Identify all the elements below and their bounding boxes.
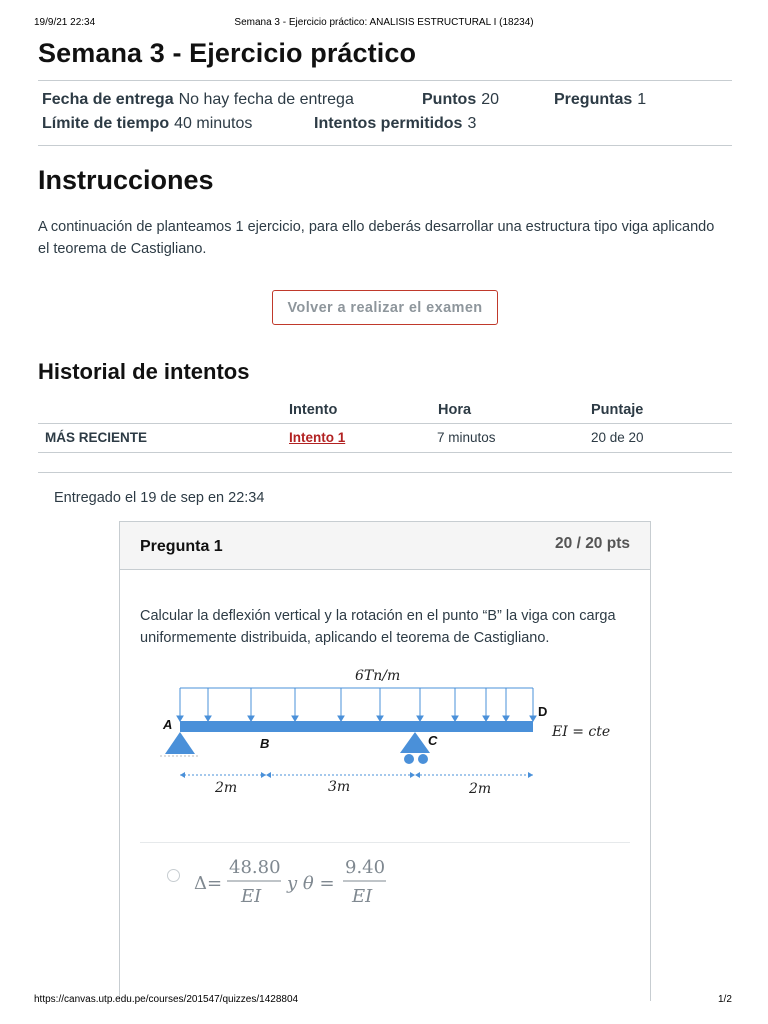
- meta-attempts: [314, 115, 476, 133]
- delta-numerator: 48.80: [229, 857, 281, 878]
- question-header: [120, 522, 650, 570]
- retake-quiz-button[interactable]: Volver a realizar el examen: [272, 290, 498, 325]
- delta-symbol: Δ=: [194, 873, 223, 894]
- meta-due-label: Fecha de entrega: [42, 91, 174, 108]
- instructions-text: A continuación de planteamos 1 ejercicio, para ello deberás desarrollar una estructura tipo viga aplicando el teorema de Castigliano.: [38, 219, 715, 257]
- point-a-label: A: [163, 717, 173, 732]
- span-label-2: 3m: [328, 779, 351, 795]
- point-d-label: D: [538, 704, 548, 719]
- question-text: Calcular la deflexión vertical y la rotación en el punto “B” la viga con carga uniformemente distribuida, aplicando el teorema de Castigliano.: [140, 608, 616, 646]
- history-col-time: Hora: [438, 402, 472, 418]
- roller-support-c: [400, 732, 430, 753]
- theta-numerator: 9.40: [345, 857, 386, 878]
- meta-attempts-label: Intentos permitidos: [314, 115, 463, 132]
- point-b-label: B: [260, 736, 270, 751]
- meta-attempts-value: 3: [467, 115, 477, 132]
- meta-questions: [554, 91, 646, 109]
- meta-points-value: 20: [481, 91, 500, 108]
- attempt-link[interactable]: Intento 1: [289, 430, 346, 445]
- meta-points: [422, 91, 499, 109]
- divider: [38, 145, 732, 146]
- history-row-time: 7 minutos: [437, 430, 496, 445]
- history-title: Historial de intentos: [38, 359, 250, 384]
- table-divider: [38, 423, 732, 424]
- span-label-1: 2m: [215, 780, 238, 796]
- load-arrows: [177, 688, 536, 721]
- meta-time-label: Límite de tiempo: [42, 115, 170, 132]
- meta-questions-label: Preguntas: [554, 91, 633, 108]
- print-page-number: 1/2: [718, 994, 732, 1005]
- meta-due: [42, 91, 354, 109]
- beam-diagram: [158, 660, 628, 810]
- instructions-title: Instrucciones: [38, 165, 214, 195]
- question-points: 20 / 20 pts: [555, 535, 630, 552]
- page-title: Semana 3 - Ejercicio práctico: [38, 38, 417, 68]
- print-url: https://canvas.utp.edu.pe/courses/201547/quizzes/1428804: [34, 994, 299, 1005]
- point-c-label: C: [428, 733, 438, 748]
- pin-support-a: [165, 732, 195, 754]
- meta-time-limit: [42, 115, 252, 133]
- meta-questions-value: 1: [637, 91, 647, 108]
- print-title: Semana 3 - Ejercicio práctico: ANALISIS ESTRUCTURAL I (18234): [234, 17, 534, 28]
- roller-wheel: [418, 754, 428, 764]
- answer-formula: [190, 850, 410, 910]
- question-name: Pregunta 1: [140, 538, 223, 555]
- beam: [180, 721, 533, 732]
- history-row-label: MÁS RECIENTE: [45, 430, 148, 445]
- submitted-date: Entregado el 19 de sep en 22:34: [54, 490, 265, 506]
- meta-time-value: 40 minutos: [174, 115, 253, 132]
- span-label-3: 2m: [469, 781, 492, 797]
- theta-denominator: EI: [352, 886, 373, 907]
- history-col-attempt: Intento: [289, 402, 338, 418]
- meta-due-value: No hay fecha de entrega: [178, 91, 354, 108]
- roller-wheel: [404, 754, 414, 764]
- divider: [38, 472, 732, 473]
- table-divider: [38, 452, 732, 453]
- history-col-score: Puntaje: [591, 402, 644, 418]
- history-row-score: 20 de 20: [591, 430, 644, 445]
- load-label: 6Tn/m: [355, 668, 401, 684]
- answer-radio[interactable]: [167, 869, 180, 882]
- print-header: [0, 17, 768, 31]
- divider: [38, 80, 732, 81]
- delta-denominator: EI: [241, 886, 262, 907]
- print-datetime: 19/9/21 22:34: [34, 17, 96, 28]
- answer-separator: [140, 842, 630, 843]
- theta-connector: y θ =: [287, 873, 335, 894]
- meta-points-label: Puntos: [422, 91, 477, 108]
- ei-label: EI = cte: [552, 724, 611, 740]
